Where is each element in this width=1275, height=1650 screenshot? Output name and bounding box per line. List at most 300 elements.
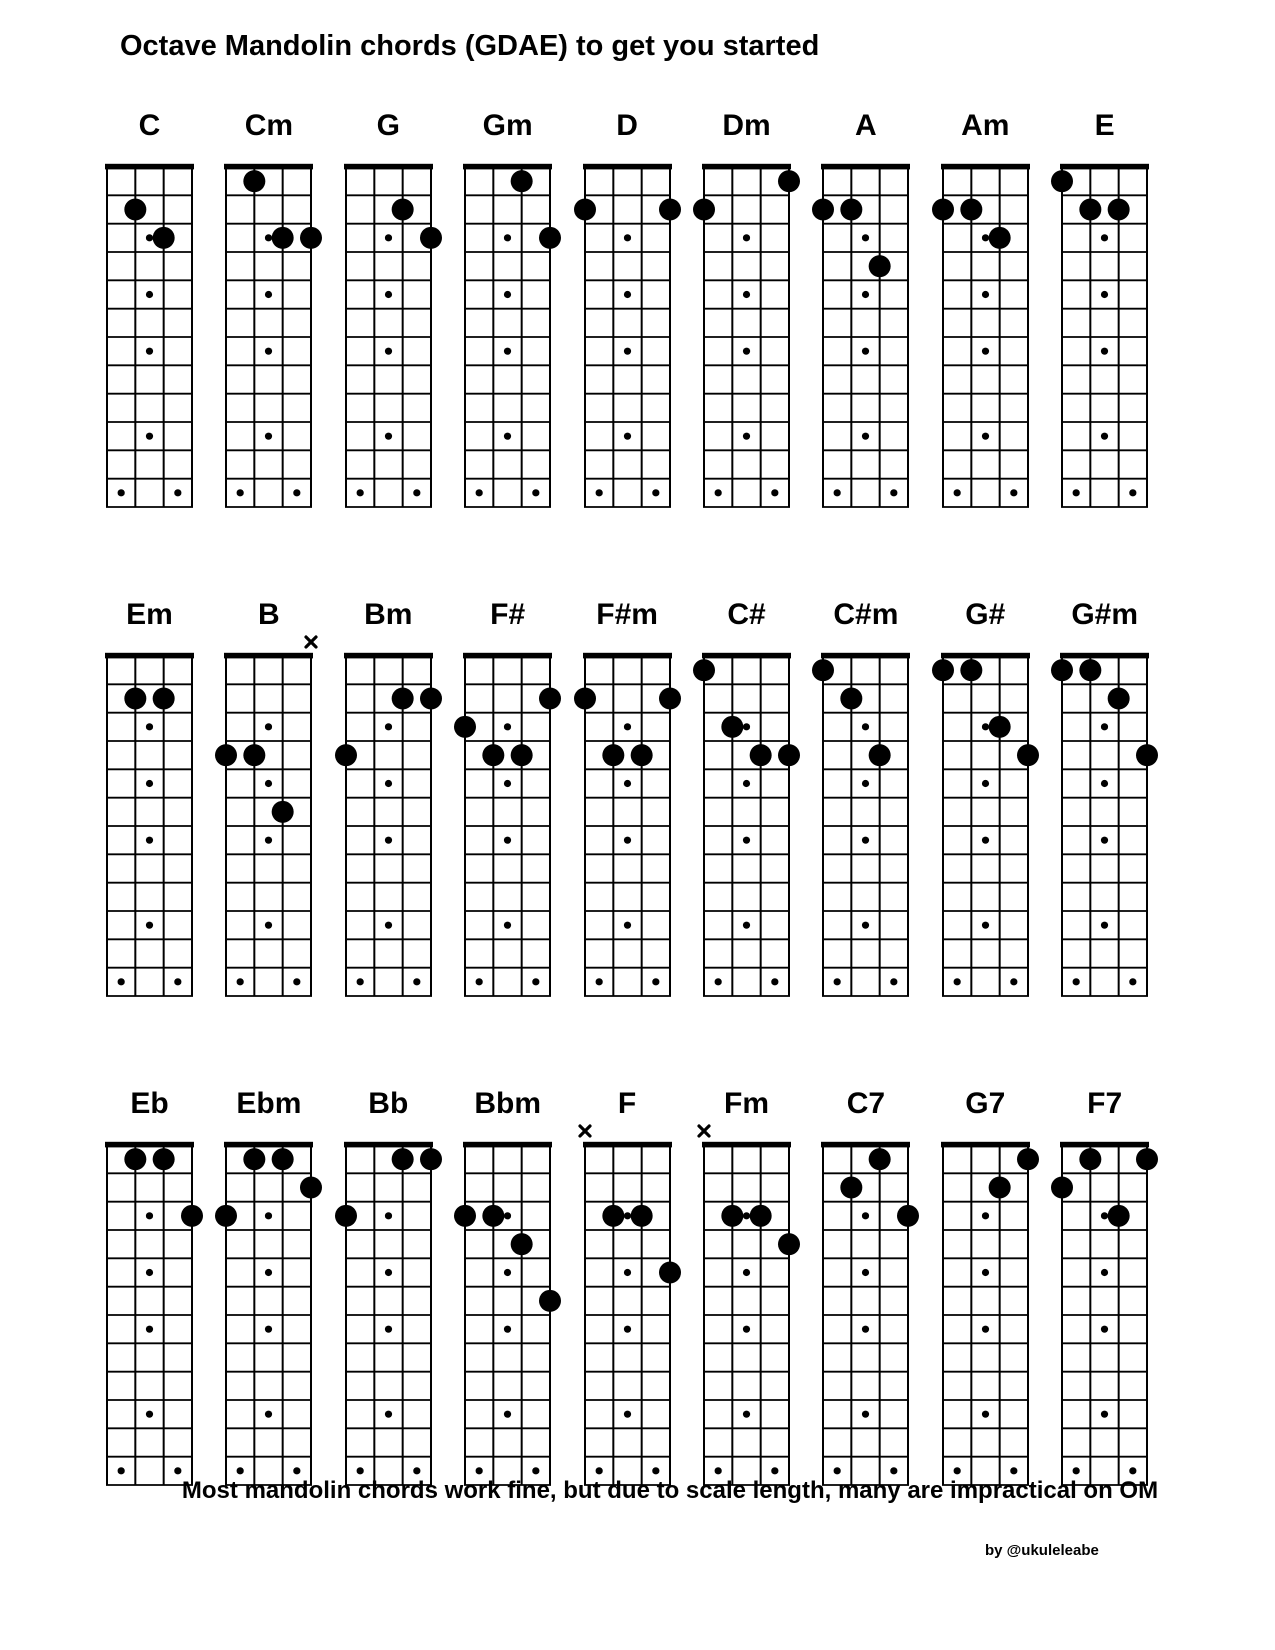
chord-label: Dm [722, 109, 771, 142]
fret-marker-dot [982, 433, 989, 440]
fret-marker-dot [623, 780, 630, 787]
fret-marker-dot [862, 922, 869, 929]
fret-marker-dot [265, 1212, 272, 1219]
fret-marker-dot [504, 922, 511, 929]
fret-marker-dot [356, 489, 363, 496]
chord-label: Bb [368, 1087, 409, 1120]
finger-dot [750, 1205, 772, 1227]
fretboard-grid [214, 633, 323, 1001]
fret-marker-dot [1101, 234, 1108, 241]
fret-marker-dot [265, 234, 272, 241]
finger-dot [897, 1205, 919, 1227]
finger-dot [1080, 659, 1102, 681]
fret-marker-dot [504, 723, 511, 730]
fret-marker-dot [146, 1326, 153, 1333]
fret-marker-dot [1129, 1467, 1136, 1474]
chord-diagram [95, 589, 204, 1001]
fret-marker-dot [385, 1326, 392, 1333]
page-title: Octave Mandolin chords (GDAE) to get you started [120, 30, 820, 62]
chord-diagram [334, 589, 443, 1001]
nut-bar [702, 164, 791, 170]
fret-marker-dot [771, 1467, 778, 1474]
fret-marker-dot [982, 780, 989, 787]
fret-marker-dot [862, 1269, 869, 1276]
fret-marker-dot [652, 489, 659, 496]
chord-diagram [811, 1078, 920, 1490]
fret-marker-dot [743, 837, 750, 844]
finger-dot [1017, 744, 1039, 766]
finger-dot [511, 1233, 533, 1255]
fret-marker-dot [146, 922, 153, 929]
nut-bar [463, 1142, 552, 1148]
finger-dot [511, 744, 533, 766]
fretboard-grid [334, 633, 443, 1001]
fret-marker-dot [1129, 978, 1136, 985]
finger-dot [454, 716, 476, 738]
chord-diagram [334, 1078, 443, 1490]
fret-marker-dot [237, 1467, 244, 1474]
fret-marker-dot [504, 780, 511, 787]
nut-bar [105, 164, 194, 170]
finger-dot [659, 687, 681, 709]
finger-dot [659, 1261, 681, 1283]
nut-bar [463, 653, 552, 659]
fret-marker-dot [146, 1212, 153, 1219]
chord-diagram [692, 100, 801, 512]
fret-marker-dot [891, 1467, 898, 1474]
fret-marker-dot [385, 433, 392, 440]
nut-bar [702, 1142, 791, 1148]
finger-dot [1051, 1177, 1073, 1199]
fret-marker-dot [834, 978, 841, 985]
finger-dot [960, 659, 982, 681]
fret-marker-dot [953, 978, 960, 985]
fret-marker-dot [862, 1326, 869, 1333]
fret-marker-dot [1101, 922, 1108, 929]
chord-diagram [1050, 1078, 1159, 1490]
fret-marker-dot [146, 433, 153, 440]
finger-dot [693, 198, 715, 220]
fret-marker-dot [174, 978, 181, 985]
finger-dot [841, 687, 863, 709]
chord-diagram [811, 100, 920, 512]
chord-diagram [931, 1078, 1040, 1490]
finger-dot [300, 227, 322, 249]
fret-marker-dot [652, 978, 659, 985]
fret-marker-dot [504, 433, 511, 440]
finger-dot [1080, 198, 1102, 220]
fretboard-grid [931, 633, 1040, 1001]
fret-marker-dot [265, 837, 272, 844]
fretboard-grid [95, 633, 204, 1001]
chord-label: Bbm [474, 1087, 542, 1120]
finger-dot [391, 687, 413, 709]
finger-dot [1136, 744, 1158, 766]
fret-marker-dot [265, 922, 272, 929]
fret-marker-dot [146, 837, 153, 844]
chord-diagram [1050, 589, 1159, 1001]
fret-marker-dot [146, 780, 153, 787]
fret-marker-dot [265, 1269, 272, 1276]
finger-dot [1080, 1148, 1102, 1170]
fret-marker-dot [982, 922, 989, 929]
fret-marker-dot [623, 922, 630, 929]
fret-marker-dot [1101, 1326, 1108, 1333]
chord-label: Em [126, 598, 173, 631]
finger-dot [153, 227, 175, 249]
fretboard-grid [573, 1122, 682, 1490]
chord-label: G#m [1071, 598, 1139, 631]
chord-label: G [376, 109, 400, 142]
finger-dot [124, 1148, 146, 1170]
nut-bar [224, 653, 313, 659]
finger-dot [539, 687, 561, 709]
fret-marker-dot [237, 489, 244, 496]
fret-marker-dot [118, 489, 125, 496]
fret-marker-dot [623, 1269, 630, 1276]
fret-marker-dot [834, 489, 841, 496]
fret-marker-dot [623, 1326, 630, 1333]
fret-marker-dot [982, 837, 989, 844]
finger-dot [335, 1205, 357, 1227]
fret-marker-dot [771, 978, 778, 985]
fret-marker-dot [504, 348, 511, 355]
chord-label: Gm [482, 109, 533, 142]
nut-bar [821, 653, 910, 659]
fret-marker-dot [265, 1326, 272, 1333]
fret-marker-dot [385, 837, 392, 844]
chord-diagram [573, 100, 682, 512]
finger-dot [602, 1205, 624, 1227]
nut-bar [1060, 1142, 1149, 1148]
chord-diagram [692, 589, 801, 1001]
finger-dot [483, 1205, 505, 1227]
finger-dot [272, 227, 294, 249]
fretboard-grid [1050, 1122, 1159, 1490]
fret-marker-dot [862, 291, 869, 298]
finger-dot [1108, 687, 1130, 709]
fret-marker-dot [476, 978, 483, 985]
fret-marker-dot [623, 723, 630, 730]
fret-marker-dot [237, 978, 244, 985]
chord-label: F [617, 1087, 637, 1120]
fretboard-grid [334, 144, 443, 512]
fret-marker-dot [1101, 433, 1108, 440]
finger-dot [812, 198, 834, 220]
chord-diagram [214, 100, 323, 512]
chord-diagram [453, 589, 562, 1001]
fret-marker-dot [982, 723, 989, 730]
finger-dot [630, 744, 652, 766]
finger-dot [1051, 659, 1073, 681]
finger-dot [932, 659, 954, 681]
chord-label: F7 [1087, 1087, 1123, 1120]
muted-string-x [580, 1126, 590, 1136]
fret-marker-dot [385, 1269, 392, 1276]
fret-marker-dot [294, 1467, 301, 1474]
fret-marker-dot [743, 1326, 750, 1333]
fret-marker-dot [652, 1467, 659, 1474]
fret-marker-dot [174, 1467, 181, 1474]
fret-marker-dot [385, 234, 392, 241]
fret-marker-dot [504, 1411, 511, 1418]
fret-marker-dot [834, 1467, 841, 1474]
finger-dot [215, 744, 237, 766]
nut-bar [583, 1142, 672, 1148]
footer-note: Most mandolin chords work fine, but due to scale length, many are impractical on OM [181, 1477, 1159, 1504]
fretboard-grid [811, 144, 920, 512]
fret-marker-dot [982, 291, 989, 298]
fret-marker-dot [504, 1326, 511, 1333]
fret-marker-dot [294, 489, 301, 496]
finger-dot [869, 744, 891, 766]
chord-label: Am [961, 109, 1010, 142]
fretboard-grid [1050, 633, 1159, 1001]
finger-dot [778, 1233, 800, 1255]
fret-marker-dot [982, 1411, 989, 1418]
fret-marker-dot [743, 433, 750, 440]
nut-bar [583, 653, 672, 659]
fret-marker-dot [476, 489, 483, 496]
finger-dot [244, 170, 266, 192]
finger-dot [244, 1148, 266, 1170]
fret-marker-dot [532, 489, 539, 496]
fret-marker-dot [1101, 837, 1108, 844]
finger-dot [721, 716, 743, 738]
fret-marker-dot [623, 1212, 630, 1219]
fretboard-grid [334, 1122, 443, 1490]
fret-marker-dot [385, 723, 392, 730]
fret-marker-dot [118, 978, 125, 985]
fret-marker-dot [743, 723, 750, 730]
nut-bar [105, 1142, 194, 1148]
nut-bar [821, 1142, 910, 1148]
chord-label: Cm [244, 109, 294, 142]
fret-marker-dot [265, 433, 272, 440]
fretboard-grid [692, 144, 801, 512]
credit-byline: by @ukuleleabe [985, 1542, 1099, 1559]
fret-marker-dot [1101, 780, 1108, 787]
chord-label: C#m [833, 598, 899, 631]
finger-dot [988, 227, 1010, 249]
finger-dot [539, 227, 561, 249]
fret-marker-dot [862, 234, 869, 241]
muted-string-x [699, 1126, 709, 1136]
fret-marker-dot [1073, 489, 1080, 496]
fret-marker-dot [623, 234, 630, 241]
chord-label: C [138, 109, 161, 142]
fret-marker-dot [504, 291, 511, 298]
finger-dot [539, 1290, 561, 1312]
fret-marker-dot [265, 723, 272, 730]
chord-label: C7 [846, 1087, 886, 1120]
fret-marker-dot [743, 291, 750, 298]
finger-dot [153, 687, 175, 709]
fretboard-grid [453, 144, 562, 512]
fret-marker-dot [982, 1212, 989, 1219]
fret-marker-dot [982, 234, 989, 241]
fretboard-grid [214, 1122, 323, 1490]
chord-label: F# [490, 598, 526, 631]
fret-marker-dot [146, 234, 153, 241]
fretboard-grid [453, 1122, 562, 1490]
fret-marker-dot [715, 489, 722, 496]
finger-dot [300, 1177, 322, 1199]
fret-marker-dot [385, 780, 392, 787]
chord-diagram [931, 100, 1040, 512]
chord-label: B [258, 598, 280, 631]
fret-marker-dot [891, 489, 898, 496]
fret-marker-dot [891, 978, 898, 985]
fret-marker-dot [1101, 1212, 1108, 1219]
chord-diagram [95, 100, 204, 512]
fret-marker-dot [146, 723, 153, 730]
finger-dot [574, 687, 596, 709]
fret-marker-dot [504, 837, 511, 844]
fret-marker-dot [476, 1467, 483, 1474]
fret-marker-dot [862, 723, 869, 730]
fret-marker-dot [385, 1411, 392, 1418]
fret-marker-dot [146, 291, 153, 298]
chord-label: F#m [596, 598, 658, 631]
fret-marker-dot [862, 1411, 869, 1418]
finger-dot [511, 170, 533, 192]
fret-marker-dot [862, 1212, 869, 1219]
finger-dot [869, 255, 891, 277]
fret-marker-dot [715, 978, 722, 985]
fret-marker-dot [982, 1326, 989, 1333]
chord-label: Bm [364, 598, 413, 631]
fret-marker-dot [862, 348, 869, 355]
finger-dot [391, 1148, 413, 1170]
finger-dot [602, 744, 624, 766]
fret-marker-dot [1010, 978, 1017, 985]
finger-dot [841, 1177, 863, 1199]
chord-diagram [811, 589, 920, 1001]
fret-marker-dot [982, 348, 989, 355]
fret-marker-dot [294, 978, 301, 985]
fret-marker-dot [1010, 489, 1017, 496]
fret-marker-dot [413, 1467, 420, 1474]
fret-marker-dot [146, 1269, 153, 1276]
fret-marker-dot [595, 978, 602, 985]
chord-diagram [573, 1078, 682, 1490]
chord-diagram [1050, 100, 1159, 512]
finger-dot [630, 1205, 652, 1227]
fretboard-grid [931, 1122, 1040, 1490]
chord-label: G# [965, 598, 1006, 631]
finger-dot [778, 170, 800, 192]
fret-marker-dot [1101, 348, 1108, 355]
fret-marker-dot [504, 1212, 511, 1219]
chord-label: A [855, 109, 877, 142]
fretboard-grid [811, 1122, 920, 1490]
chord-diagram [95, 1078, 204, 1490]
finger-dot [778, 744, 800, 766]
nut-bar [344, 1142, 433, 1148]
finger-dot [812, 659, 834, 681]
fret-marker-dot [356, 978, 363, 985]
fret-marker-dot [265, 1411, 272, 1418]
finger-dot [124, 687, 146, 709]
fretboard-grid [811, 633, 920, 1001]
fret-marker-dot [1073, 978, 1080, 985]
finger-dot [420, 227, 442, 249]
chord-diagram [214, 589, 323, 1001]
fret-marker-dot [413, 489, 420, 496]
fret-marker-dot [265, 291, 272, 298]
chord-diagram [334, 100, 443, 512]
fret-marker-dot [595, 1467, 602, 1474]
fret-marker-dot [982, 1269, 989, 1276]
finger-dot [659, 198, 681, 220]
fret-marker-dot [504, 1269, 511, 1276]
finger-dot [693, 659, 715, 681]
finger-dot [1108, 1205, 1130, 1227]
finger-dot [391, 198, 413, 220]
finger-dot [1136, 1148, 1158, 1170]
fret-marker-dot [743, 922, 750, 929]
fret-marker-dot [1010, 1467, 1017, 1474]
fret-marker-dot [265, 348, 272, 355]
fret-marker-dot [146, 348, 153, 355]
fret-marker-dot [118, 1467, 125, 1474]
chord-diagram [453, 1078, 562, 1490]
fret-marker-dot [743, 1212, 750, 1219]
fret-marker-dot [623, 433, 630, 440]
fretboard-grid [214, 144, 323, 512]
nut-bar [344, 653, 433, 659]
chord-label: D [616, 109, 638, 142]
fret-marker-dot [743, 1411, 750, 1418]
fretboard-grid [95, 144, 204, 512]
fret-marker-dot [623, 348, 630, 355]
finger-dot [574, 198, 596, 220]
fret-marker-dot [771, 489, 778, 496]
fret-marker-dot [862, 780, 869, 787]
fretboard-grid [692, 1122, 801, 1490]
finger-dot [841, 198, 863, 220]
nut-bar [702, 653, 791, 659]
nut-bar [463, 164, 552, 170]
fret-marker-dot [623, 1411, 630, 1418]
nut-bar [941, 1142, 1030, 1148]
fret-marker-dot [385, 1212, 392, 1219]
finger-dot [244, 744, 266, 766]
fret-marker-dot [1101, 723, 1108, 730]
finger-dot [750, 744, 772, 766]
fretboard-grid [1050, 144, 1159, 512]
finger-dot [988, 1177, 1010, 1199]
fret-marker-dot [174, 489, 181, 496]
nut-bar [224, 164, 313, 170]
fret-marker-dot [715, 1467, 722, 1474]
fret-marker-dot [953, 1467, 960, 1474]
nut-bar [821, 164, 910, 170]
fret-marker-dot [385, 348, 392, 355]
fretboard-grid [573, 144, 682, 512]
finger-dot [1051, 170, 1073, 192]
chord-diagram [453, 100, 562, 512]
finger-dot [1017, 1148, 1039, 1170]
fret-marker-dot [146, 1411, 153, 1418]
fret-marker-dot [385, 922, 392, 929]
fretboard-grid [692, 633, 801, 1001]
fret-marker-dot [1073, 1467, 1080, 1474]
finger-dot [335, 744, 357, 766]
fret-marker-dot [862, 837, 869, 844]
chord-diagram [931, 589, 1040, 1001]
